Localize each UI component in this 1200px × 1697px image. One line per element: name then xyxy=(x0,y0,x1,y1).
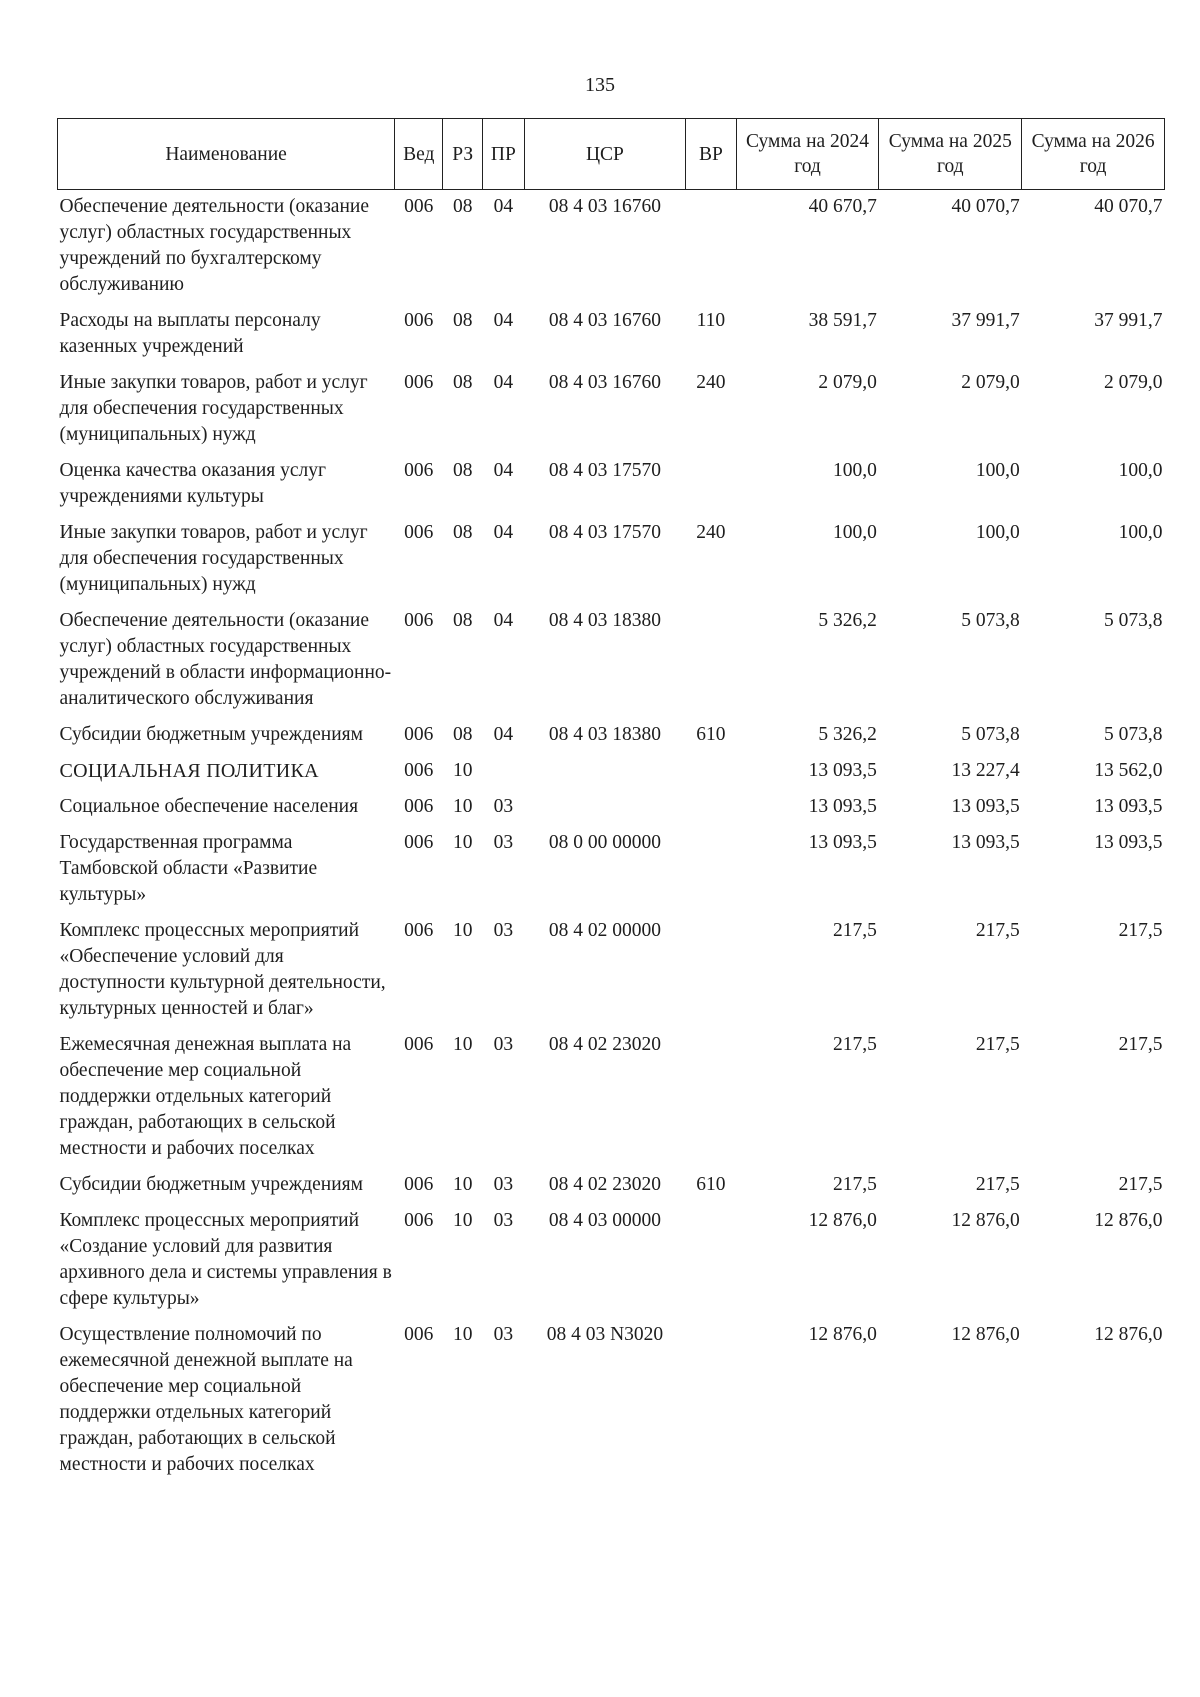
cell-name: Оценка качества оказания услуг учреждениями культуры xyxy=(59,460,327,507)
cell-vr xyxy=(686,190,737,305)
cell-rz: 08 xyxy=(452,724,473,745)
cell-pr: 03 xyxy=(493,1174,514,1195)
cell-sum-2025: 12 876,0 xyxy=(951,1210,1020,1231)
cell-pr: 03 xyxy=(493,796,514,817)
cell-sum-2024: 5 326,2 xyxy=(818,724,877,745)
cell-pr: 03 xyxy=(493,1210,514,1231)
cell-sum-2026: 217,5 xyxy=(1118,1034,1163,1055)
cell-sum-2026: 12 876,0 xyxy=(1094,1210,1163,1231)
cell-csr xyxy=(524,754,685,790)
cell-ved: 006 xyxy=(404,796,434,817)
header-pr: ПР xyxy=(482,119,524,190)
cell-vr: 240 xyxy=(696,522,726,543)
header-csr: ЦСР xyxy=(524,119,685,190)
cell-pr: 04 xyxy=(493,460,514,481)
cell-rz: 08 xyxy=(452,522,473,543)
table-row xyxy=(58,1204,1165,1318)
cell-sum-2024: 13 093,5 xyxy=(808,832,877,853)
cell-ved: 006 xyxy=(404,522,434,543)
cell-rz: 08 xyxy=(452,196,473,217)
cell-csr: 08 4 03 17570 xyxy=(548,522,661,543)
cell-rz: 10 xyxy=(452,760,473,781)
cell-sum-2024: 40 670,7 xyxy=(808,196,877,217)
cell-sum-2025: 100,0 xyxy=(975,522,1020,543)
cell-rz: 10 xyxy=(452,832,473,853)
table-row xyxy=(58,754,1165,790)
table-row xyxy=(58,1028,1165,1168)
cell-name: Государственная программа Тамбовской области «Развитие культуры» xyxy=(59,832,318,905)
cell-pr: 03 xyxy=(493,1034,514,1055)
cell-sum-2025: 13 093,5 xyxy=(951,796,1020,817)
cell-ved: 006 xyxy=(404,1210,434,1231)
cell-csr: 08 4 03 16760 xyxy=(548,372,661,393)
header-rz: РЗ xyxy=(443,119,483,190)
cell-sum-2026: 217,5 xyxy=(1118,920,1163,941)
cell-pr: 03 xyxy=(493,1324,514,1345)
cell-sum-2025: 217,5 xyxy=(975,1034,1020,1055)
cell-csr: 08 4 03 17570 xyxy=(548,460,661,481)
header-sum-2025: Сумма на 2025 год xyxy=(879,119,1022,190)
cell-vr: 610 xyxy=(696,1174,726,1195)
header-sum-2026: Сумма на 2026 год xyxy=(1022,119,1165,190)
cell-sum-2024: 12 876,0 xyxy=(808,1324,877,1345)
cell-name: Расходы на выплаты персоналу казенных учреждений xyxy=(59,310,321,357)
cell-sum-2026: 13 093,5 xyxy=(1094,832,1163,853)
cell-sum-2025: 5 073,8 xyxy=(961,610,1020,631)
cell-rz: 10 xyxy=(452,1034,473,1055)
cell-rz: 08 xyxy=(452,460,473,481)
cell-ved: 006 xyxy=(404,460,434,481)
cell-csr xyxy=(524,790,685,826)
cell-sum-2025: 217,5 xyxy=(975,1174,1020,1195)
cell-name: Ежемесячная денежная выплата на обеспечение мер социальной поддержки отдельных категорий граждан, работающих в сельской местности и рабочих поселках xyxy=(59,1034,352,1159)
cell-sum-2024: 12 876,0 xyxy=(808,1210,877,1231)
cell-csr: 08 4 03 18380 xyxy=(548,724,661,745)
cell-vr: 110 xyxy=(696,310,726,331)
cell-vr xyxy=(686,604,737,718)
cell-name: Осуществление полномочий по ежемесячной денежной выплате на обеспечение мер социальной поддержки отдельных категорий граждан, работающих в сельской местности и рабочих поселках xyxy=(59,1324,353,1475)
cell-vr: 610 xyxy=(696,724,726,745)
cell-vr xyxy=(686,1204,737,1318)
cell-csr: 08 4 03 00000 xyxy=(548,1210,661,1231)
cell-pr xyxy=(482,754,524,790)
cell-rz: 10 xyxy=(452,796,473,817)
cell-sum-2026: 37 991,7 xyxy=(1094,310,1163,331)
cell-csr: 08 0 00 00000 xyxy=(548,832,661,853)
cell-rz: 08 xyxy=(452,372,473,393)
cell-sum-2025: 13 093,5 xyxy=(951,832,1020,853)
cell-rz: 10 xyxy=(452,1174,473,1195)
cell-vr xyxy=(686,754,737,790)
cell-name: Обеспечение деятельности (оказание услуг) областных государственных учреждений в области информационно-аналитического обслуживания xyxy=(59,610,392,709)
cell-csr: 08 4 02 23020 xyxy=(548,1174,661,1195)
cell-name: Социальное обеспечение населения xyxy=(59,796,359,817)
cell-sum-2024: 38 591,7 xyxy=(808,310,877,331)
cell-vr xyxy=(686,1318,737,1484)
cell-sum-2024: 217,5 xyxy=(833,1034,877,1055)
cell-sum-2025: 40 070,7 xyxy=(951,196,1020,217)
cell-ved: 006 xyxy=(404,372,434,393)
cell-rz: 10 xyxy=(452,1324,473,1345)
page-number: 135 xyxy=(585,74,615,96)
cell-sum-2024: 5 326,2 xyxy=(818,610,877,631)
cell-sum-2025: 5 073,8 xyxy=(961,724,1020,745)
cell-pr: 03 xyxy=(493,920,514,941)
table-row xyxy=(58,1168,1165,1204)
budget-table xyxy=(57,118,1165,1484)
cell-name: СОЦИАЛЬНАЯ ПОЛИТИКА xyxy=(59,760,319,782)
cell-sum-2026: 2 079,0 xyxy=(1104,372,1163,393)
table-row xyxy=(58,516,1165,604)
header-sum-2024: Сумма на 2024 год xyxy=(736,119,879,190)
cell-vr xyxy=(686,914,737,1028)
cell-ved: 006 xyxy=(404,610,434,631)
cell-sum-2026: 5 073,8 xyxy=(1104,724,1163,745)
table-row xyxy=(58,1318,1165,1484)
cell-sum-2026: 217,5 xyxy=(1118,1174,1163,1195)
header-name: Наименование xyxy=(58,119,395,190)
cell-ved: 006 xyxy=(404,310,434,331)
cell-pr: 04 xyxy=(493,724,514,745)
header-vr: ВР xyxy=(686,119,737,190)
cell-rz: 10 xyxy=(452,920,473,941)
cell-sum-2026: 12 876,0 xyxy=(1094,1324,1163,1345)
cell-sum-2026: 5 073,8 xyxy=(1104,610,1163,631)
cell-vr xyxy=(686,790,737,826)
table-row xyxy=(58,190,1165,305)
cell-sum-2026: 13 562,0 xyxy=(1094,760,1163,781)
cell-vr xyxy=(686,1028,737,1168)
cell-sum-2026: 100,0 xyxy=(1118,460,1163,481)
cell-sum-2024: 2 079,0 xyxy=(818,372,877,393)
cell-sum-2024: 13 093,5 xyxy=(808,760,877,781)
cell-csr: 08 4 03 16760 xyxy=(548,196,661,217)
cell-pr: 04 xyxy=(493,310,514,331)
cell-sum-2026: 40 070,7 xyxy=(1094,196,1163,217)
cell-csr: 08 4 02 23020 xyxy=(548,1034,661,1055)
cell-sum-2024: 13 093,5 xyxy=(808,796,877,817)
cell-name: Комплекс процессных мероприятий «Создание условий для развития архивного дела и системы управления в сфере культуры» xyxy=(59,1210,392,1309)
cell-vr xyxy=(686,454,737,516)
cell-sum-2024: 100,0 xyxy=(833,522,877,543)
cell-sum-2026: 100,0 xyxy=(1118,522,1163,543)
cell-sum-2026: 13 093,5 xyxy=(1094,796,1163,817)
table-body xyxy=(58,190,1165,1485)
table-row xyxy=(58,366,1165,454)
cell-vr: 240 xyxy=(696,372,726,393)
cell-sum-2025: 2 079,0 xyxy=(961,372,1020,393)
cell-sum-2024: 217,5 xyxy=(833,920,877,941)
table-row xyxy=(58,790,1165,826)
cell-csr: 08 4 03 N3020 xyxy=(546,1324,664,1345)
cell-name: Обеспечение деятельности (оказание услуг) областных государственных учреждений по бухгалтерскому обслуживанию xyxy=(59,196,369,295)
cell-vr xyxy=(686,826,737,914)
cell-ved: 006 xyxy=(404,832,434,853)
cell-rz: 10 xyxy=(452,1210,473,1231)
cell-pr: 04 xyxy=(493,372,514,393)
cell-pr: 04 xyxy=(493,522,514,543)
cell-rz: 08 xyxy=(452,610,473,631)
cell-sum-2024: 217,5 xyxy=(833,1174,877,1195)
table-row xyxy=(58,604,1165,718)
cell-ved: 006 xyxy=(404,724,434,745)
cell-sum-2025: 37 991,7 xyxy=(951,310,1020,331)
cell-pr: 04 xyxy=(493,610,514,631)
cell-sum-2025: 100,0 xyxy=(975,460,1020,481)
table-row xyxy=(58,304,1165,366)
table-header xyxy=(58,119,1165,190)
cell-pr: 03 xyxy=(493,832,514,853)
cell-name: Иные закупки товаров, работ и услуг для обеспечения государственных (муниципальных) нужд xyxy=(59,372,368,445)
cell-sum-2025: 217,5 xyxy=(975,920,1020,941)
cell-name: Субсидии бюджетным учреждениям xyxy=(59,724,363,745)
cell-ved: 006 xyxy=(404,196,434,217)
cell-ved: 006 xyxy=(404,1034,434,1055)
table-row xyxy=(58,718,1165,754)
cell-name: Субсидии бюджетным учреждениям xyxy=(59,1174,363,1195)
cell-sum-2025: 13 227,4 xyxy=(951,760,1020,781)
cell-pr: 04 xyxy=(493,196,514,217)
cell-sum-2024: 100,0 xyxy=(833,460,877,481)
cell-csr: 08 4 02 00000 xyxy=(548,920,661,941)
cell-ved: 006 xyxy=(404,1324,434,1345)
cell-ved: 006 xyxy=(404,920,434,941)
table-row xyxy=(58,454,1165,516)
cell-csr: 08 4 03 18380 xyxy=(548,610,661,631)
table-row xyxy=(58,826,1165,914)
cell-rz: 08 xyxy=(452,310,473,331)
table-row xyxy=(58,914,1165,1028)
header-ved: Вед xyxy=(395,119,443,190)
cell-csr: 08 4 03 16760 xyxy=(548,310,661,331)
cell-sum-2025: 12 876,0 xyxy=(951,1324,1020,1345)
cell-ved: 006 xyxy=(404,1174,434,1195)
cell-name: Иные закупки товаров, работ и услуг для обеспечения государственных (муниципальных) нужд xyxy=(59,522,368,595)
cell-name: Комплекс процессных мероприятий «Обеспечение условий для доступности культурной деятельности, культурных ценностей и благ» xyxy=(59,920,386,1019)
cell-ved: 006 xyxy=(404,760,434,781)
